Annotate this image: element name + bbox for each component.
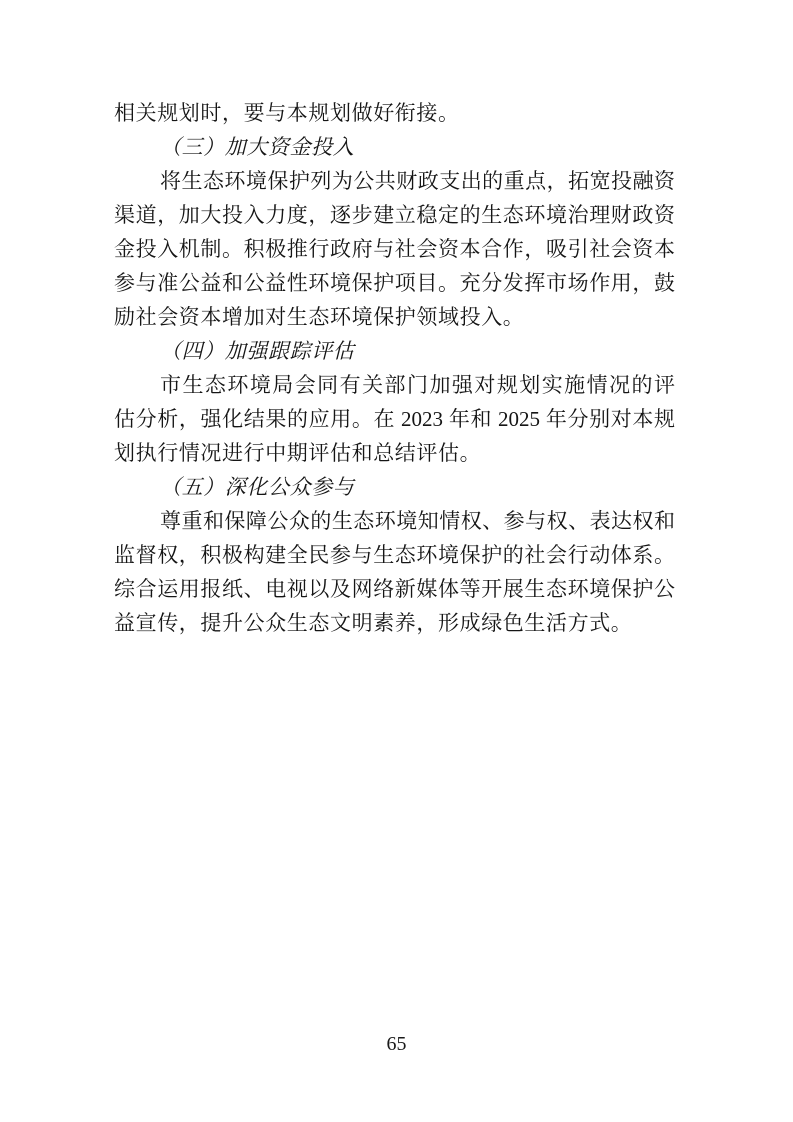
body-text-line: 金投入机制。积极推行政府与社会资本合作，吸引社会资本 [114,237,675,261]
body-text-line: 参与准公益和公益性环境保护项目。充分发挥市场作用，鼓 [114,271,675,295]
body-text-line: 相关规划时，要与本规划做好衔接。 [114,101,460,125]
page-number: 65 [386,1033,407,1055]
body-text-line: 渠道，加大投入力度，逐步建立稳定的生态环境治理财政资 [114,203,675,227]
body-text-line: 尊重和保障公众的生态环境知情权、参与权、表达权和 [160,509,675,533]
body-text-line: 划执行情况进行中期评估和总结评估。 [114,441,482,465]
section-heading: （三）加大资金投入 [160,135,355,159]
body-text-line: 估分析，强化结果的应用。在 2023 年和 2025 年分别对本规 [114,407,675,431]
body-text-line: 监督权，积极构建全民参与生态环境保护的社会行动体系。 [114,543,675,567]
body-text-line: 益宣传，提升公众生态文明素养，形成绿色生活方式。 [114,611,633,635]
text-block [114,96,675,640]
section-heading: （四）加强跟踪评估 [160,339,355,363]
body-text-line: 综合运用报纸、电视以及网络新媒体等开展生态环境保护公 [114,577,675,601]
body-text-line: 市生态环境局会同有关部门加强对规划实施情况的评 [160,373,675,397]
body-text-line: 将生态环境保护列为公共财政支出的重点，拓宽投融资 [160,169,675,193]
section-heading: （五）深化公众参与 [160,475,355,499]
body-text-line: 励社会资本增加对生态环境保护领域投入。 [114,305,525,329]
